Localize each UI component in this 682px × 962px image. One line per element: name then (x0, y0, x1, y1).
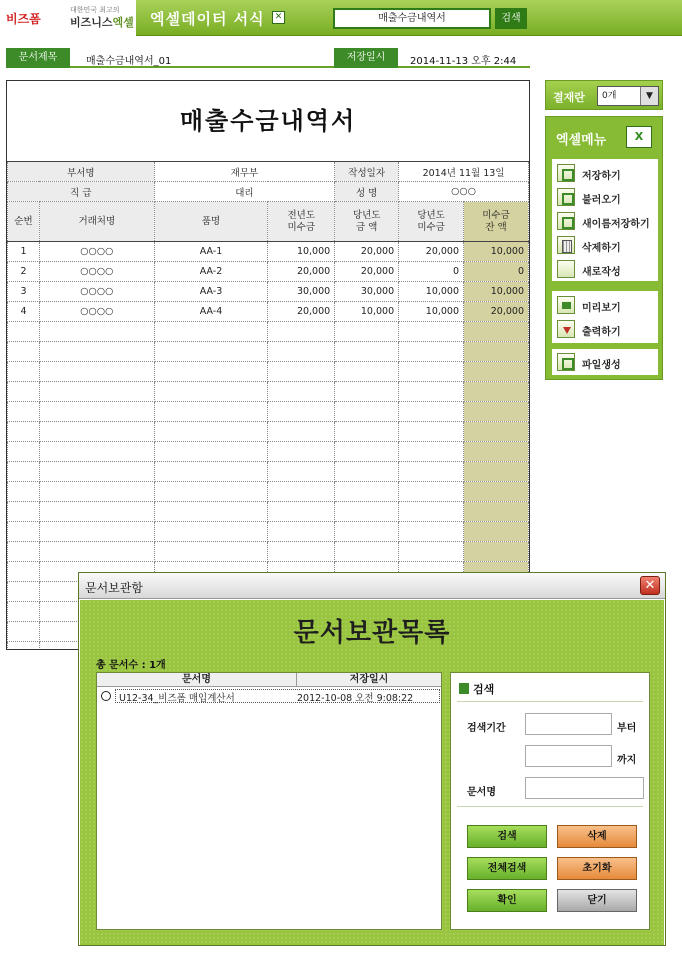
cell-prev-receivable[interactable] (268, 322, 335, 342)
menu-group-print: 미리보기 출력하기 (552, 291, 658, 343)
cell-receivable[interactable]: 0 (399, 262, 464, 282)
cell-item[interactable] (154, 482, 268, 502)
cell-client[interactable] (39, 442, 154, 462)
cell-item[interactable] (154, 382, 268, 402)
cell-balance[interactable] (464, 342, 529, 362)
dialog-window-title: 문서보관함 (85, 581, 143, 595)
period-from-input[interactable] (525, 713, 612, 735)
col-header-client: 거래처명 (39, 202, 154, 242)
cell-no[interactable] (8, 622, 40, 642)
brand-logo-area (0, 0, 136, 36)
cell-balance[interactable] (464, 542, 529, 562)
top-search-input[interactable]: 매출수금내역서 (333, 8, 491, 29)
info-row-1 (8, 162, 529, 182)
cell-prev-receivable[interactable] (268, 442, 335, 462)
cell-client[interactable]: ○○○○ (39, 262, 154, 282)
cell-prev-receivable[interactable] (268, 402, 335, 422)
cell-receivable[interactable] (399, 482, 464, 502)
cell-balance[interactable] (464, 402, 529, 422)
document-storage-dialog (78, 572, 666, 946)
search-panel (450, 672, 650, 930)
cell-receivable[interactable] (399, 502, 464, 522)
col-header-receivable: 당년도 미수금 (399, 202, 464, 242)
cell-receivable[interactable] (399, 442, 464, 462)
approval-count-select[interactable] (597, 86, 659, 106)
cell-prev-receivable[interactable] (268, 502, 335, 522)
cell-no[interactable] (8, 522, 40, 542)
cell-client[interactable] (39, 382, 154, 402)
dialog-heading: 문서보관목록 (293, 618, 451, 648)
cell-no[interactable]: 2 (8, 262, 40, 282)
cell-client[interactable] (39, 322, 154, 342)
list-col-name[interactable]: 문서명 (97, 673, 297, 687)
open-icon (557, 188, 575, 206)
cell-amount[interactable] (335, 402, 399, 422)
cell-no[interactable] (8, 462, 40, 482)
search-all-button[interactable]: 전체검색 (467, 857, 547, 880)
cell-client[interactable] (39, 522, 154, 542)
save-as-icon (557, 212, 575, 230)
cell-item[interactable] (154, 502, 268, 522)
logo-brand-a: 비즈니스 (70, 16, 113, 29)
docname-label: 문서명 (467, 787, 496, 798)
cell-no[interactable] (8, 542, 40, 562)
cell-no[interactable] (8, 342, 40, 362)
cell-balance[interactable]: 20,000 (464, 302, 529, 322)
cell-amount[interactable] (335, 442, 399, 462)
top-search-button[interactable]: 검색 (495, 8, 527, 29)
cell-balance[interactable] (464, 382, 529, 402)
excel-sheet[interactable] (6, 80, 530, 650)
row-saved-datetime: 2012-10-08 오전 9:08:22 (297, 693, 414, 704)
table-row (8, 342, 529, 362)
cell-item[interactable]: AA-1 (154, 242, 268, 262)
cell-amount[interactable]: 30,000 (335, 282, 399, 302)
cell-client[interactable] (39, 342, 154, 362)
chevron-down-icon[interactable]: ▼ (640, 87, 658, 105)
dialog-body (80, 600, 664, 945)
cell-item[interactable] (154, 322, 268, 342)
excel-icon: X (626, 126, 652, 148)
table-row (8, 542, 529, 562)
cell-no[interactable]: 3 (8, 282, 40, 302)
table-row (8, 502, 529, 522)
document-list[interactable] (96, 672, 442, 930)
cell-no[interactable] (8, 582, 40, 602)
sheet-title: 매출수금내역서 (179, 107, 357, 135)
cell-item[interactable] (154, 402, 268, 422)
period-to-input[interactable] (525, 745, 612, 767)
period-label: 검색기간 (467, 723, 506, 734)
col-header-item: 품명 (154, 202, 268, 242)
title-tag: 문서제목 (6, 48, 70, 68)
cell-client[interactable] (39, 462, 154, 482)
save-icon (557, 164, 575, 182)
cell-prev-receivable[interactable]: 20,000 (268, 262, 335, 282)
cell-item[interactable] (154, 542, 268, 562)
name-value[interactable]: ○○○ (399, 182, 529, 202)
cell-no[interactable] (8, 562, 40, 582)
cell-no[interactable] (8, 642, 40, 651)
cell-balance[interactable] (464, 422, 529, 442)
table-row (8, 402, 529, 422)
close-icon[interactable]: ✕ (640, 576, 660, 595)
preview-icon (557, 296, 575, 314)
from-suffix: 부터 (617, 723, 637, 734)
excel-icon: ✕ (272, 11, 285, 24)
cell-prev-receivable[interactable]: 10,000 (268, 242, 335, 262)
cell-no[interactable] (8, 362, 40, 382)
cell-amount[interactable] (335, 482, 399, 502)
cell-item[interactable]: AA-2 (154, 262, 268, 282)
dept-value[interactable]: 재무부 (154, 162, 335, 182)
cell-prev-receivable[interactable] (268, 342, 335, 362)
cell-balance[interactable] (464, 522, 529, 542)
bizforms-logo[interactable]: 비즈폼 (6, 12, 41, 26)
col-header-balance: 미수금 잔 액 (464, 202, 529, 242)
list-item[interactable] (97, 688, 441, 704)
logo-brand-b: 엑셀 (112, 16, 134, 29)
table-row (8, 422, 529, 442)
approval-selected-value: 0개 (602, 91, 617, 101)
cell-receivable[interactable] (399, 522, 464, 542)
cell-amount[interactable] (335, 342, 399, 362)
trash-icon (557, 236, 575, 254)
document-list-header (97, 673, 441, 687)
rank-value[interactable]: 대리 (154, 182, 335, 202)
cell-amount[interactable] (335, 362, 399, 382)
col-header-no: 순번 (8, 202, 40, 242)
table-row (8, 522, 529, 542)
search-panel-title: 검색 (459, 681, 494, 697)
print-icon (557, 320, 575, 338)
column-header-row (8, 202, 529, 242)
rank-label: 직 급 (8, 182, 155, 202)
docname-input[interactable] (525, 777, 644, 799)
cell-balance[interactable] (464, 502, 529, 522)
col-header-amount: 당년도 금 액 (335, 202, 399, 242)
new-document-icon (557, 260, 575, 278)
name-label: 성 명 (335, 182, 399, 202)
page-title: 엑셀데이터 서식 (150, 10, 265, 28)
cell-no[interactable]: 4 (8, 302, 40, 322)
cell-client[interactable] (39, 482, 154, 502)
business-excel-logo[interactable] (70, 14, 134, 30)
cell-no[interactable] (8, 442, 40, 462)
cell-amount[interactable]: 20,000 (335, 262, 399, 282)
cell-client[interactable]: ○○○○ (39, 282, 154, 302)
cell-balance[interactable] (464, 442, 529, 462)
search-icon (459, 683, 469, 694)
table-row (8, 482, 529, 502)
divider (457, 806, 643, 807)
col-header-prev-receivable: 전년도 미수금 (268, 202, 335, 242)
cell-prev-receivable[interactable] (268, 482, 335, 502)
cell-receivable[interactable] (399, 382, 464, 402)
cell-prev-receivable[interactable] (268, 542, 335, 562)
dialog-titlebar[interactable] (79, 573, 665, 599)
cell-client[interactable] (39, 402, 154, 422)
document-title: 매출수금내역서_01 (86, 56, 172, 67)
row-radio[interactable] (101, 691, 111, 701)
cell-receivable[interactable] (399, 422, 464, 442)
list-col-date[interactable]: 저장일시 (349, 674, 389, 685)
table-row (8, 382, 529, 402)
close-button[interactable]: 닫기 (557, 889, 637, 912)
cell-receivable[interactable] (399, 462, 464, 482)
cell-item[interactable] (154, 522, 268, 542)
cell-item[interactable] (154, 442, 268, 462)
table-row (8, 462, 529, 482)
cell-receivable[interactable]: 10,000 (399, 302, 464, 322)
reset-button[interactable]: 초기화 (557, 857, 637, 880)
top-bar (0, 0, 682, 36)
saved-datetime: 2014-11-13 오후 2:44 (410, 56, 517, 67)
table-row (8, 282, 529, 302)
cell-balance[interactable]: 10,000 (464, 282, 529, 302)
cell-prev-receivable[interactable] (268, 382, 335, 402)
cell-amount[interactable]: 20,000 (335, 242, 399, 262)
cell-item[interactable] (154, 342, 268, 362)
cell-amount[interactable] (335, 382, 399, 402)
cell-balance[interactable] (464, 462, 529, 482)
cell-receivable[interactable]: 10,000 (399, 282, 464, 302)
cell-receivable[interactable] (399, 402, 464, 422)
cell-amount[interactable] (335, 542, 399, 562)
cell-item[interactable] (154, 422, 268, 442)
cell-amount[interactable] (335, 502, 399, 522)
cell-amount[interactable] (335, 322, 399, 342)
cell-client[interactable]: ○○○○ (39, 302, 154, 322)
confirm-button[interactable]: 확인 (467, 889, 547, 912)
cell-balance[interactable]: 10,000 (464, 242, 529, 262)
cell-balance[interactable] (464, 362, 529, 382)
cell-client[interactable] (39, 542, 154, 562)
cell-receivable[interactable] (399, 362, 464, 382)
cell-item[interactable]: AA-4 (154, 302, 268, 322)
cell-item[interactable] (154, 462, 268, 482)
cell-amount[interactable] (335, 422, 399, 442)
cell-prev-receivable[interactable]: 30,000 (268, 282, 335, 302)
delete-button[interactable]: 삭제 (557, 825, 637, 848)
cell-receivable[interactable] (399, 322, 464, 342)
info-row-2 (8, 182, 529, 202)
menu-group-file: 저장하기 불러오기 새이름저장하기 삭제하기 새로작성 (552, 159, 658, 281)
table-row (8, 322, 529, 342)
cell-item[interactable]: AA-3 (154, 282, 268, 302)
cell-prev-receivable[interactable] (268, 362, 335, 382)
cell-receivable[interactable] (399, 342, 464, 362)
excel-menu-panel (545, 116, 663, 380)
cell-prev-receivable[interactable] (268, 462, 335, 482)
cell-amount[interactable] (335, 522, 399, 542)
table-row (8, 362, 529, 382)
cell-receivable[interactable]: 20,000 (399, 242, 464, 262)
search-button[interactable]: 검색 (467, 825, 547, 848)
table-row (8, 302, 529, 322)
cell-balance[interactable] (464, 482, 529, 502)
cell-client[interactable] (39, 502, 154, 522)
cell-no[interactable] (8, 382, 40, 402)
approval-panel (545, 80, 663, 110)
approval-label: 결재란 (553, 91, 585, 104)
cell-no[interactable]: 1 (8, 242, 40, 262)
cell-no[interactable] (8, 482, 40, 502)
dept-label: 부서명 (8, 162, 155, 182)
table-row (8, 242, 529, 262)
document-info-row (6, 48, 530, 68)
document-count: 총 문서수 : 1개 (96, 660, 166, 671)
excel-menu-title: 엑셀메뉴 (556, 133, 607, 148)
cell-balance[interactable] (464, 322, 529, 342)
cell-prev-receivable[interactable]: 20,000 (268, 302, 335, 322)
table-row (8, 442, 529, 462)
row-document-name: U12-34_비즈폼 매입계산서 (119, 693, 235, 704)
menu-group-create: 파일생성 (552, 349, 658, 375)
cell-no[interactable] (8, 602, 40, 622)
cell-client[interactable]: ○○○○ (39, 242, 154, 262)
cell-no[interactable] (8, 322, 40, 342)
create-file-icon (557, 353, 575, 371)
to-suffix: 까지 (617, 755, 637, 766)
cell-prev-receivable[interactable] (268, 422, 335, 442)
date-value[interactable]: 2014년 11월 13일 (399, 162, 529, 182)
cell-no[interactable] (8, 502, 40, 522)
cell-client[interactable] (39, 362, 154, 382)
logo-tagline: 대한민국 최고의 (70, 6, 120, 14)
cell-amount[interactable] (335, 462, 399, 482)
cell-no[interactable] (8, 422, 40, 442)
cell-receivable[interactable] (399, 542, 464, 562)
cell-prev-receivable[interactable] (268, 522, 335, 542)
saved-tag: 저장일시 (334, 48, 398, 68)
cell-no[interactable] (8, 402, 40, 422)
table-row (8, 262, 529, 282)
cell-client[interactable] (39, 422, 154, 442)
date-label: 작성일자 (335, 162, 399, 182)
cell-balance[interactable]: 0 (464, 262, 529, 282)
cell-amount[interactable]: 10,000 (335, 302, 399, 322)
cell-item[interactable] (154, 362, 268, 382)
divider (457, 701, 643, 702)
